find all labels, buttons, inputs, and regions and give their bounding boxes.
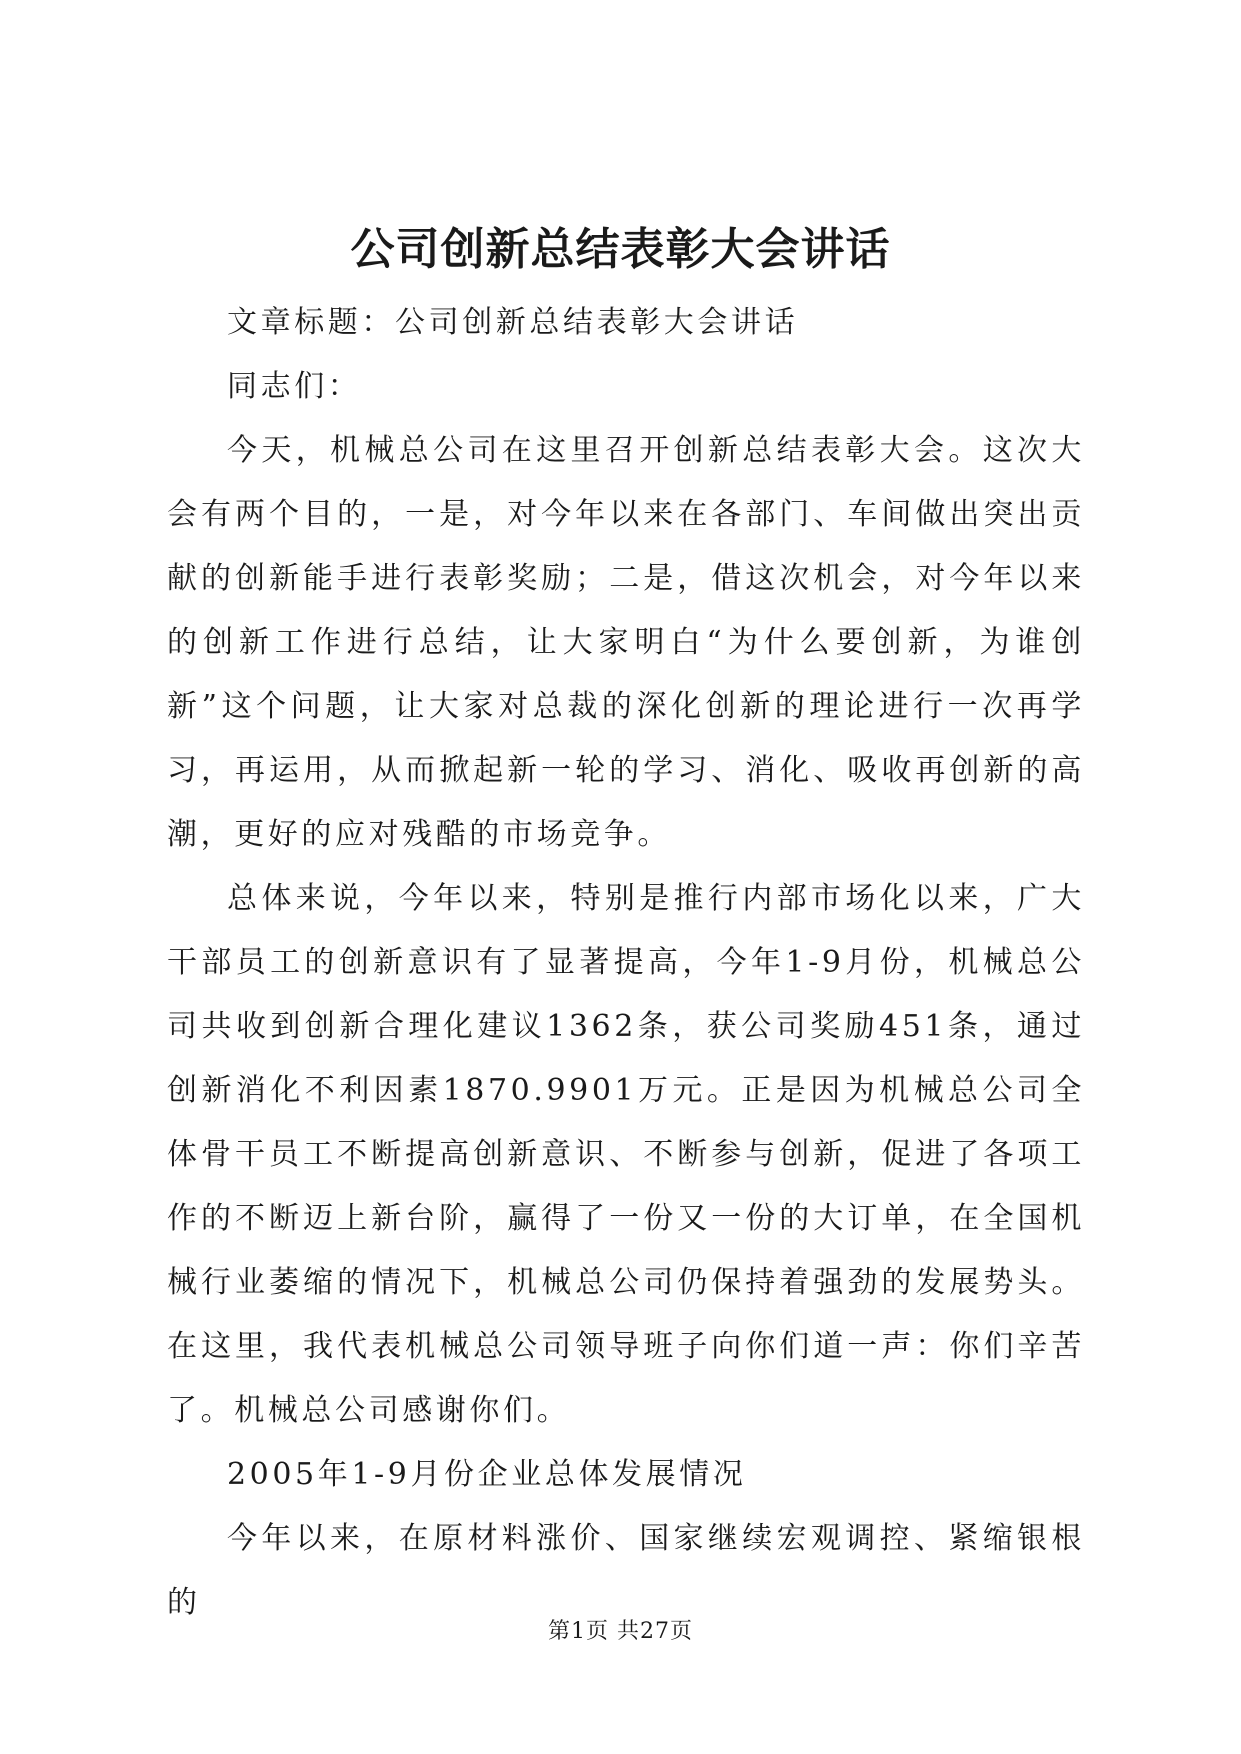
document-title: 公司创新总结表彰大会讲话 (350, 224, 891, 275)
paragraph-intro: 今天，机械总公司在这里召开创新总结表彰大会。这次大会有两个目的，一是，对今年以来在各部门、车间做出突出贡献的创新能手进行表彰奖励；二是，借这次机会，对今年以来的创新工作进行总结，让大家明白“为什么要创新，为谁创新”这个问题，让大家对总裁的深化创新的理论进行一次再学习，再运用，从而掀起新一轮的学习、消化、吸收再创新的高潮，更好的应对残酷的市场竞争。 (167, 433, 1085, 852)
document-body (167, 291, 1085, 1635)
page-footer: 第1页 共27页 (548, 1619, 693, 1644)
paragraph-development: 今年以来，在原材料涨价、国家继续宏观调控、紧缩银根的 (167, 1521, 1085, 1620)
paragraph-summary: 总体来说，今年以来，特别是推行内部市场化以来，广大干部员工的创新意识有了显著提高，今年1-9月份，机械总公司共收到创新合理化建议1362条，获公司奖励451条，通过创新消化不利因素1870.9901万元。正是因为机械总公司全体骨干员工不断提高创新意识、不断参与创新，促进了各项工作的不断迈上新台阶，赢得了一份又一份的大订单，在全国机械行业萎缩的情况下，机械总公司仍保持着强劲的发展势头。在这里，我代表机械总公司领导班子向你们道一声：你们辛苦了。机械总公司感谢你们。 (167, 881, 1085, 1428)
salutation: 同志们： (227, 369, 362, 404)
section-heading: 2005年1-9月份企业总体发展情况 (227, 1457, 747, 1492)
article-title-line: 文章标题：公司创新总结表彰大会讲话 (227, 305, 799, 340)
